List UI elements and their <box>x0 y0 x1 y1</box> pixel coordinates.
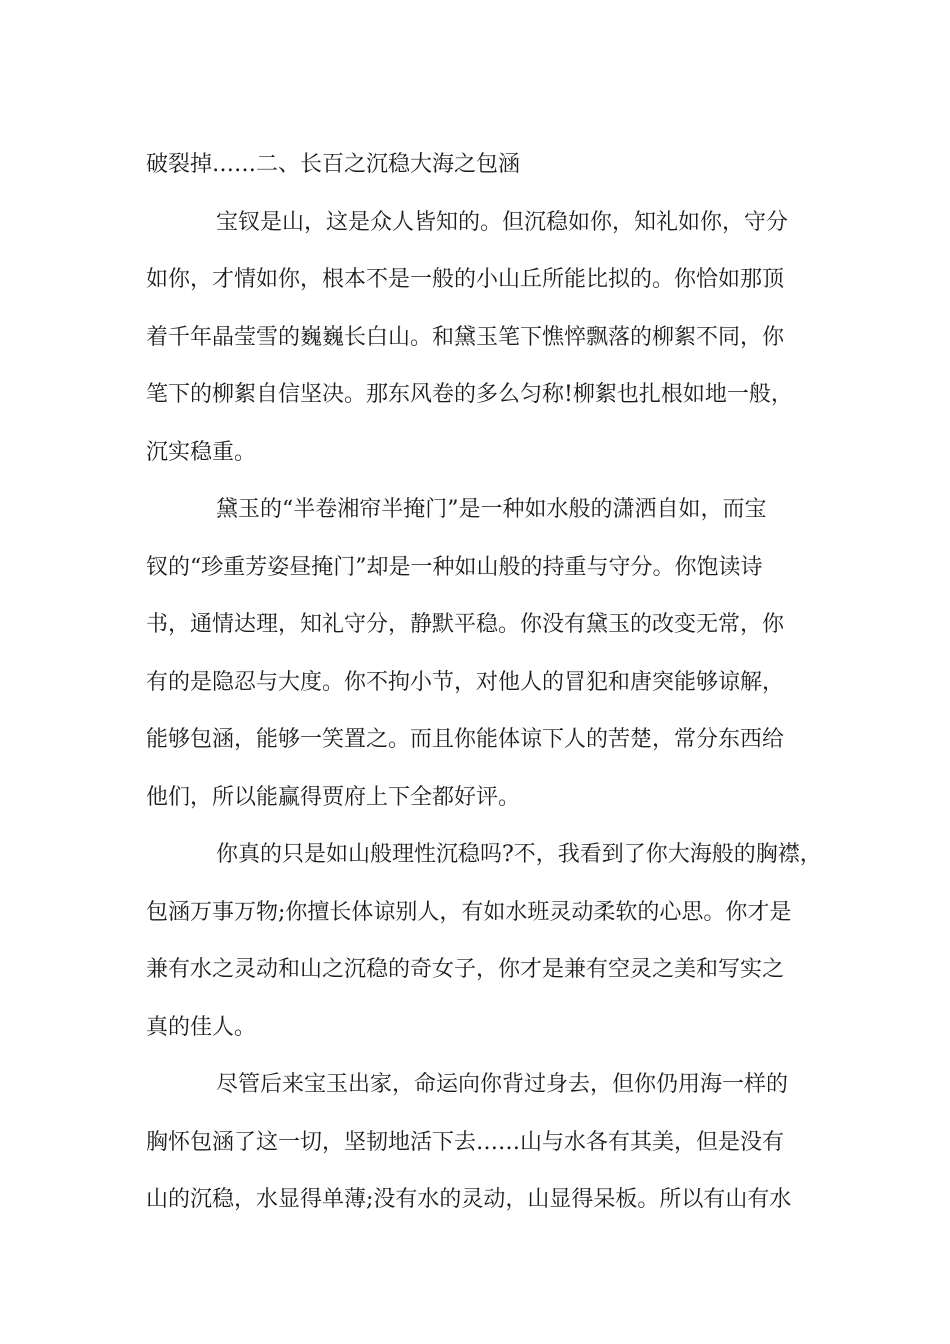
text-line: 沉实稳重。 <box>146 439 257 465</box>
text-line: 尽管后来宝玉出家，命运向你背过身去，但你仍用海一样的 <box>216 1072 789 1097</box>
text-line: 包涵万事万物;你擅长体谅别人，有如水班灵动柔软的心思。你才是 <box>146 899 792 925</box>
text-line: 山的沉稳，水显得单薄;没有水的灵动，山显得呆板。所以有山有水 <box>146 1187 792 1212</box>
text-line: 如你，才情如你，根本不是一般的小山丘所能比拟的。你恰如那顶 <box>146 267 785 292</box>
text-line: 你真的只是如山般理性沉稳吗?不，我看到了你大海般的胸襟， <box>216 842 822 867</box>
text-line: 书，通情达理，知礼守分，静默平稳。你没有黛玉的改变无常，你 <box>146 612 785 637</box>
text-line: 兼有水之灵动和山之沉稳的奇女子，你才是兼有空灵之美和写实之 <box>146 957 785 982</box>
text-line: 着千年晶莹雪的巍巍长白山。和黛玉笔下憔悴飘落的柳絮不同，你 <box>146 324 785 350</box>
text-line: 破裂掉……二、长百之沉稳大海之包涵 <box>146 152 521 177</box>
text-line: 宝钗是山，这是众人皆知的。但沉稳如你，知礼如你，守分 <box>216 209 789 235</box>
text-line: 钗的“珍重芳姿昼掩门”却是一种如山般的持重与守分。你饱读诗 <box>146 554 763 580</box>
text-line: 真的佳人。 <box>146 1014 257 1040</box>
text-line: 他们，所以能赢得贾府上下全都好评。 <box>146 784 521 810</box>
text-line: 胸怀包涵了这一切，坚韧地活下去……山与水各有其美，但是没有 <box>146 1129 785 1155</box>
body-text <box>146 136 822 1229</box>
text-line: 笔下的柳絮自信坚决。那东风卷的多么匀称!柳絮也扎根如地一般， <box>146 382 793 407</box>
text-line: 能够包涵，能够一笑置之。而且你能体谅下人的苦楚，常分东西给 <box>146 727 785 752</box>
text-line: 黛玉的“半卷湘帘半掩门”是一种如水般的潇洒自如，而宝 <box>216 497 767 522</box>
text-line: 有的是隐忍与大度。你不拘小节，对他人的冒犯和唐突能够谅解， <box>146 669 785 695</box>
